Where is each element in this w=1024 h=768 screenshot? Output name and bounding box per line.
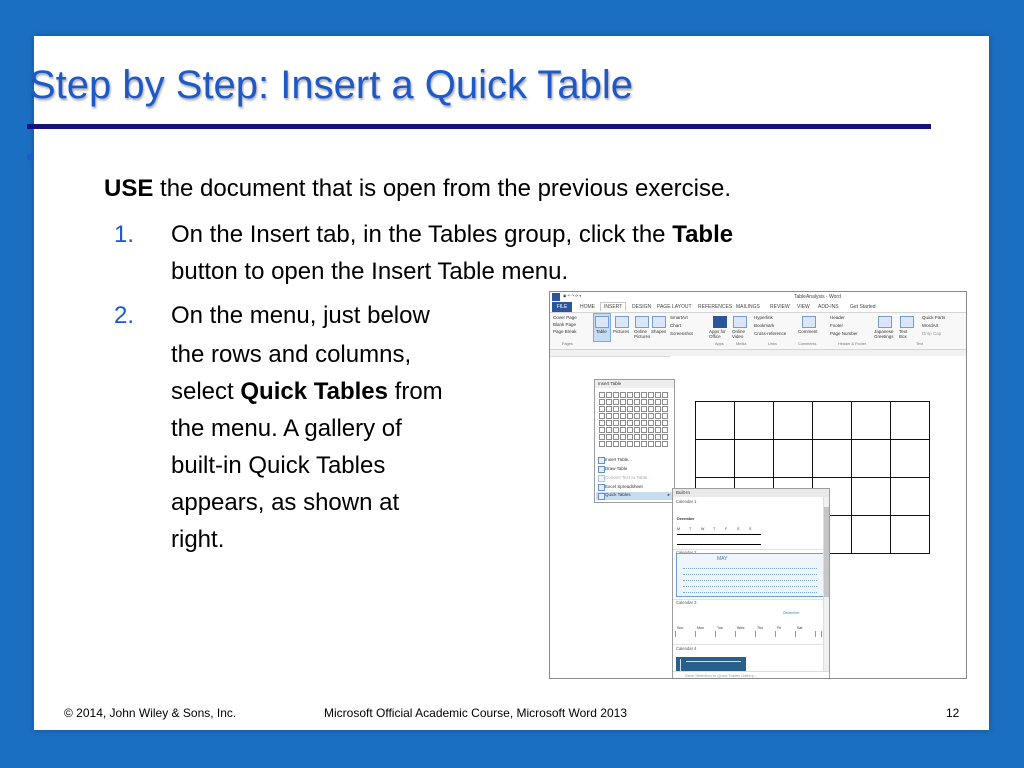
- grid-cell[interactable]: [627, 420, 633, 426]
- grid-cell[interactable]: [641, 406, 647, 412]
- submenu-arrow-icon: ▸: [667, 492, 670, 497]
- calendar-2-row: [683, 578, 817, 581]
- grid-cell[interactable]: [634, 392, 640, 398]
- calendar-1-day: F: [725, 527, 728, 531]
- grid-cell[interactable]: [641, 399, 647, 405]
- grid-cell[interactable]: [655, 399, 661, 405]
- grid-cell[interactable]: [641, 420, 647, 426]
- grid-row: [598, 419, 668, 426]
- calendar-1-day: S: [749, 527, 752, 531]
- tab-view[interactable]: VIEW: [797, 304, 810, 310]
- word-screenshot: [549, 291, 967, 679]
- grid-cell[interactable]: [613, 434, 619, 440]
- grid-cell[interactable]: [606, 399, 612, 405]
- apps-for-office-button[interactable]: Apps for Office: [709, 329, 726, 339]
- grid-cell[interactable]: [648, 406, 654, 412]
- calendar-3-day: Wed: [737, 626, 745, 630]
- calendar-1-day: T: [713, 527, 716, 531]
- bullet-bold: USE: [104, 175, 154, 202]
- grid-cell[interactable]: [641, 413, 647, 419]
- step-text: On the Insert tab, in the Tables group, click the: [171, 221, 673, 248]
- japanese-greetings-button[interactable]: Japanese Greetings: [874, 329, 894, 339]
- grid-cell[interactable]: [662, 406, 668, 412]
- calendar-1-day: T: [689, 527, 692, 531]
- table-grid-picker[interactable]: [598, 391, 668, 447]
- insert-table-menu: [594, 379, 675, 503]
- grid-cell[interactable]: [648, 413, 654, 419]
- text-box-icon: [900, 316, 914, 328]
- tab-page-layout[interactable]: PAGE LAYOUT: [657, 304, 692, 310]
- grid-cell[interactable]: [655, 413, 661, 419]
- grid-cell[interactable]: [599, 392, 605, 398]
- grid-cell[interactable]: [634, 434, 640, 440]
- pictures-icon: [615, 316, 629, 328]
- menu-item-quick-tables[interactable]: [596, 492, 673, 500]
- quick-tables-label: Quick Tables: [605, 492, 631, 497]
- step-text: select: [171, 378, 241, 405]
- quick-parts-button[interactable]: Quick Parts: [922, 315, 946, 320]
- table-icon: [595, 316, 609, 328]
- online-pictures-button[interactable]: Online Pictures: [634, 329, 651, 339]
- comment-button[interactable]: Comment: [798, 329, 818, 334]
- grid-cell[interactable]: [627, 406, 633, 412]
- step-number: 2.: [114, 302, 135, 329]
- step-2-line-1: On the menu, just below: [171, 302, 430, 329]
- grid-cell[interactable]: [662, 441, 668, 447]
- footer-button[interactable]: Footer: [830, 323, 844, 328]
- step-2-line-3: [171, 378, 443, 406]
- calendar-4-label: Calendar 4: [676, 646, 697, 651]
- footer-copyright: © 2014, John Wiley & Sons, Inc.: [64, 706, 237, 720]
- grid-row: [598, 398, 668, 405]
- calendar-1-rule: [677, 534, 761, 535]
- calendar-3-label: Calendar 3: [676, 600, 697, 605]
- bullet-marker: •: [26, 144, 35, 171]
- calendar-2-row: [683, 566, 817, 569]
- grid-cell[interactable]: [662, 392, 668, 398]
- grid-cell[interactable]: [634, 406, 640, 412]
- grid-cell[interactable]: [606, 420, 612, 426]
- shapes-icon: [652, 316, 666, 328]
- step-1-line-2: button to open the Insert Table menu.: [171, 258, 569, 285]
- bookmark-button[interactable]: Bookmark: [754, 323, 775, 328]
- grid-cell[interactable]: [648, 392, 654, 398]
- hyperlink-button[interactable]: Hyperlink: [754, 315, 773, 320]
- word-app-icon: [552, 293, 560, 301]
- pictures-button[interactable]: Pictures: [613, 329, 630, 334]
- grid-row: [598, 391, 668, 398]
- grid-cell[interactable]: [662, 413, 668, 419]
- calendar-1-month: December: [677, 517, 695, 521]
- tab-review[interactable]: REVIEW: [770, 304, 790, 310]
- grid-row: [598, 426, 668, 433]
- grid-cell[interactable]: [620, 392, 626, 398]
- calendar-1-label: Calendar 1: [676, 499, 697, 504]
- grid-cell[interactable]: [655, 420, 661, 426]
- group-media: Media: [736, 342, 747, 346]
- convert-text-icon: [598, 475, 605, 482]
- grid-cell[interactable]: [641, 441, 647, 447]
- wordart-button[interactable]: WordArt: [922, 323, 939, 328]
- calendar-1-day: M: [677, 527, 680, 531]
- grid-cell[interactable]: [613, 392, 619, 398]
- calendar-3-day: Tue: [717, 626, 724, 630]
- page-break-button[interactable]: Page Break: [553, 329, 577, 334]
- group-pages: Pages: [562, 342, 573, 346]
- grid-cell[interactable]: [599, 413, 605, 419]
- grid-cell[interactable]: [620, 420, 626, 426]
- grid-cell[interactable]: [648, 427, 654, 433]
- quick-access-toolbar: [550, 292, 966, 302]
- grid-cell[interactable]: [606, 406, 612, 412]
- grid-cell[interactable]: [627, 413, 633, 419]
- grid-cell[interactable]: [648, 441, 654, 447]
- grid-cell[interactable]: [606, 427, 612, 433]
- footer-course: Microsoft Official Academic Course, Microsoft Word 2013: [324, 706, 627, 720]
- title-underline: [27, 124, 931, 129]
- menu-item-draw-table[interactable]: Draw Table: [605, 466, 628, 471]
- grid-cell[interactable]: [606, 413, 612, 419]
- grid-cell[interactable]: [613, 406, 619, 412]
- online-video-button[interactable]: Online Video: [732, 329, 746, 339]
- grid-cell[interactable]: [655, 434, 661, 440]
- insert-table-icon: [598, 457, 605, 464]
- group-text: Text: [916, 342, 923, 346]
- grid-cell[interactable]: [620, 434, 626, 440]
- step-2-line-7: right.: [171, 526, 225, 553]
- calendar-3-day: Mon: [697, 626, 704, 630]
- grid-cell[interactable]: [627, 392, 633, 398]
- calendar-2-row: [683, 590, 817, 593]
- grid-cell[interactable]: [613, 420, 619, 426]
- calendar-1-day: S: [737, 527, 740, 531]
- step-2-line-5: built-in Quick Tables: [171, 452, 386, 479]
- calendar-1-day: W: [701, 527, 705, 531]
- grid-cell[interactable]: [648, 399, 654, 405]
- step-bold: Table: [672, 221, 734, 248]
- grid-cell[interactable]: [606, 392, 612, 398]
- group-apps: Apps: [715, 342, 724, 346]
- grid-cell[interactable]: [599, 441, 605, 447]
- grid-cell[interactable]: [620, 441, 626, 447]
- bullet-text: [104, 175, 731, 203]
- grid-cell[interactable]: [641, 427, 647, 433]
- grid-cell[interactable]: [620, 427, 626, 433]
- grid-cell[interactable]: [613, 427, 619, 433]
- scrollbar-thumb[interactable]: [824, 507, 829, 597]
- grid-cell[interactable]: [613, 413, 619, 419]
- qat-icons: ▣ ↶ ↷ ⟳ ▾: [563, 294, 582, 298]
- text-box-button[interactable]: Text Box: [899, 329, 908, 339]
- grid-cell[interactable]: [655, 406, 661, 412]
- menu-item-convert-text[interactable]: Convert Text to Table...: [605, 475, 651, 480]
- tab-insert[interactable]: INSERT: [600, 302, 626, 311]
- calendar-4-rule: [686, 661, 741, 662]
- step-2-line-6: appears, as shown at: [171, 489, 400, 516]
- calendar-2-row: [683, 572, 817, 575]
- japanese-greetings-icon: [878, 316, 892, 328]
- grid-cell[interactable]: [634, 399, 640, 405]
- group-links: Links: [768, 342, 777, 346]
- calendar-3-day: Thu: [757, 626, 764, 630]
- online-pictures-icon: [635, 316, 649, 328]
- tab-design[interactable]: DESIGN: [632, 304, 652, 310]
- grid-cell[interactable]: [662, 434, 668, 440]
- grid-cell[interactable]: [620, 413, 626, 419]
- grid-cell[interactable]: [599, 399, 605, 405]
- excel-spreadsheet-icon: [598, 484, 605, 491]
- grid-cell[interactable]: [662, 399, 668, 405]
- grid-cell[interactable]: [634, 441, 640, 447]
- header-button[interactable]: Header: [830, 315, 845, 320]
- menu-item-insert-table[interactable]: Insert Table...: [605, 457, 632, 462]
- grid-row: [598, 405, 668, 412]
- shapes-button[interactable]: Shapes: [651, 329, 667, 334]
- gallery-divider: [673, 644, 829, 645]
- grid-cell[interactable]: [627, 434, 633, 440]
- grid-cell[interactable]: [655, 441, 661, 447]
- grid-cell[interactable]: [627, 427, 633, 433]
- grid-cell[interactable]: [613, 441, 619, 447]
- cover-page-button[interactable]: Cover Page: [553, 315, 577, 320]
- grid-cell[interactable]: [613, 399, 619, 405]
- tab-file[interactable]: FILE: [552, 302, 572, 312]
- tab-home[interactable]: HOME: [580, 304, 595, 310]
- grid-cell[interactable]: [634, 427, 640, 433]
- tab-references[interactable]: REFERENCES: [698, 304, 733, 310]
- calendar-3-day: Fri: [777, 626, 782, 630]
- grid-row: [598, 412, 668, 419]
- step-bold: Quick Tables: [240, 378, 388, 405]
- step-2-line-2: the rows and columns,: [171, 341, 412, 368]
- grid-cell[interactable]: [634, 420, 640, 426]
- tab-add-ins[interactable]: ADD-INS: [818, 304, 839, 310]
- grid-cell[interactable]: [662, 420, 668, 426]
- calendar-3-day: Sun: [677, 626, 684, 630]
- apps-icon: [713, 316, 727, 328]
- grid-cell[interactable]: [599, 406, 605, 412]
- grid-cell[interactable]: [641, 392, 647, 398]
- comment-icon: [802, 316, 816, 328]
- grid-row: [598, 433, 668, 440]
- menu-item-excel-spreadsheet[interactable]: Excel Spreadsheet: [605, 484, 643, 489]
- grid-cell[interactable]: [641, 434, 647, 440]
- grid-cell[interactable]: [620, 406, 626, 412]
- grid-cell[interactable]: [606, 441, 612, 447]
- grid-cell[interactable]: [627, 441, 633, 447]
- grid-cell[interactable]: [599, 434, 605, 440]
- grid-cell[interactable]: [648, 420, 654, 426]
- chart-button[interactable]: Chart: [670, 323, 682, 328]
- table-button-label: Table: [596, 329, 607, 334]
- ribbon-tabs: [550, 302, 966, 313]
- step-2-line-4: the menu. A gallery of: [171, 415, 402, 442]
- step-text: from: [387, 378, 443, 405]
- grid-cell[interactable]: [606, 434, 612, 440]
- tab-get-started[interactable]: Get Started: [850, 304, 876, 310]
- calendar-3-month: December: [783, 611, 800, 615]
- calendar-2-month: MAY: [717, 556, 728, 562]
- calendar-2-preview[interactable]: [676, 553, 826, 597]
- gallery-scrollbar[interactable]: [823, 497, 829, 679]
- calendar-2-row: [683, 584, 817, 587]
- page-number-button[interactable]: Page Number: [830, 331, 858, 336]
- group-comments: Comments: [798, 342, 817, 346]
- smartart-button[interactable]: SmartArt: [670, 315, 688, 320]
- table-button[interactable]: [593, 313, 611, 342]
- calendar-3-day: Sat: [797, 626, 803, 630]
- step-1-line-1: [171, 221, 733, 249]
- screenshot-button[interactable]: Screenshot: [670, 331, 693, 336]
- group-header-footer: Header & Footer: [838, 342, 867, 346]
- grid-cell[interactable]: [599, 427, 605, 433]
- grid-cell[interactable]: [620, 399, 626, 405]
- calendar-1-rule: [677, 544, 761, 545]
- grid-cell[interactable]: [655, 392, 661, 398]
- document-title: TableAnalysis - Word: [794, 294, 841, 300]
- draw-table-icon: [598, 466, 605, 473]
- online-video-icon: [733, 316, 747, 328]
- grid-row: [598, 440, 668, 447]
- grid-cell[interactable]: [662, 427, 668, 433]
- save-selection-to-gallery[interactable]: Save Selection to Quick Tables Gallery...: [673, 671, 829, 679]
- grid-cell[interactable]: [634, 413, 640, 419]
- blank-page-button[interactable]: Blank Page: [553, 322, 577, 327]
- drop-cap-button[interactable]: Drop Cap: [922, 331, 942, 336]
- calendar-3-bars: [675, 631, 822, 637]
- quick-tables-gallery: [672, 488, 830, 679]
- cross-reference-button[interactable]: Cross-reference: [754, 331, 787, 336]
- slide-title: Step by Step: Insert a Quick Table: [29, 63, 634, 107]
- menu-header: Insert Table: [595, 380, 674, 388]
- tab-mailings[interactable]: MAILINGS: [736, 304, 760, 310]
- grid-cell[interactable]: [627, 399, 633, 405]
- footer-page-number: 12: [946, 706, 960, 720]
- bullet-rest: the document that is open from the previous exercise.: [153, 175, 731, 202]
- quick-tables-icon: [598, 493, 605, 500]
- grid-cell[interactable]: [648, 434, 654, 440]
- grid-cell[interactable]: [599, 420, 605, 426]
- step-number: 1.: [114, 221, 135, 248]
- gallery-header: Built-In: [673, 489, 829, 497]
- grid-cell[interactable]: [655, 427, 661, 433]
